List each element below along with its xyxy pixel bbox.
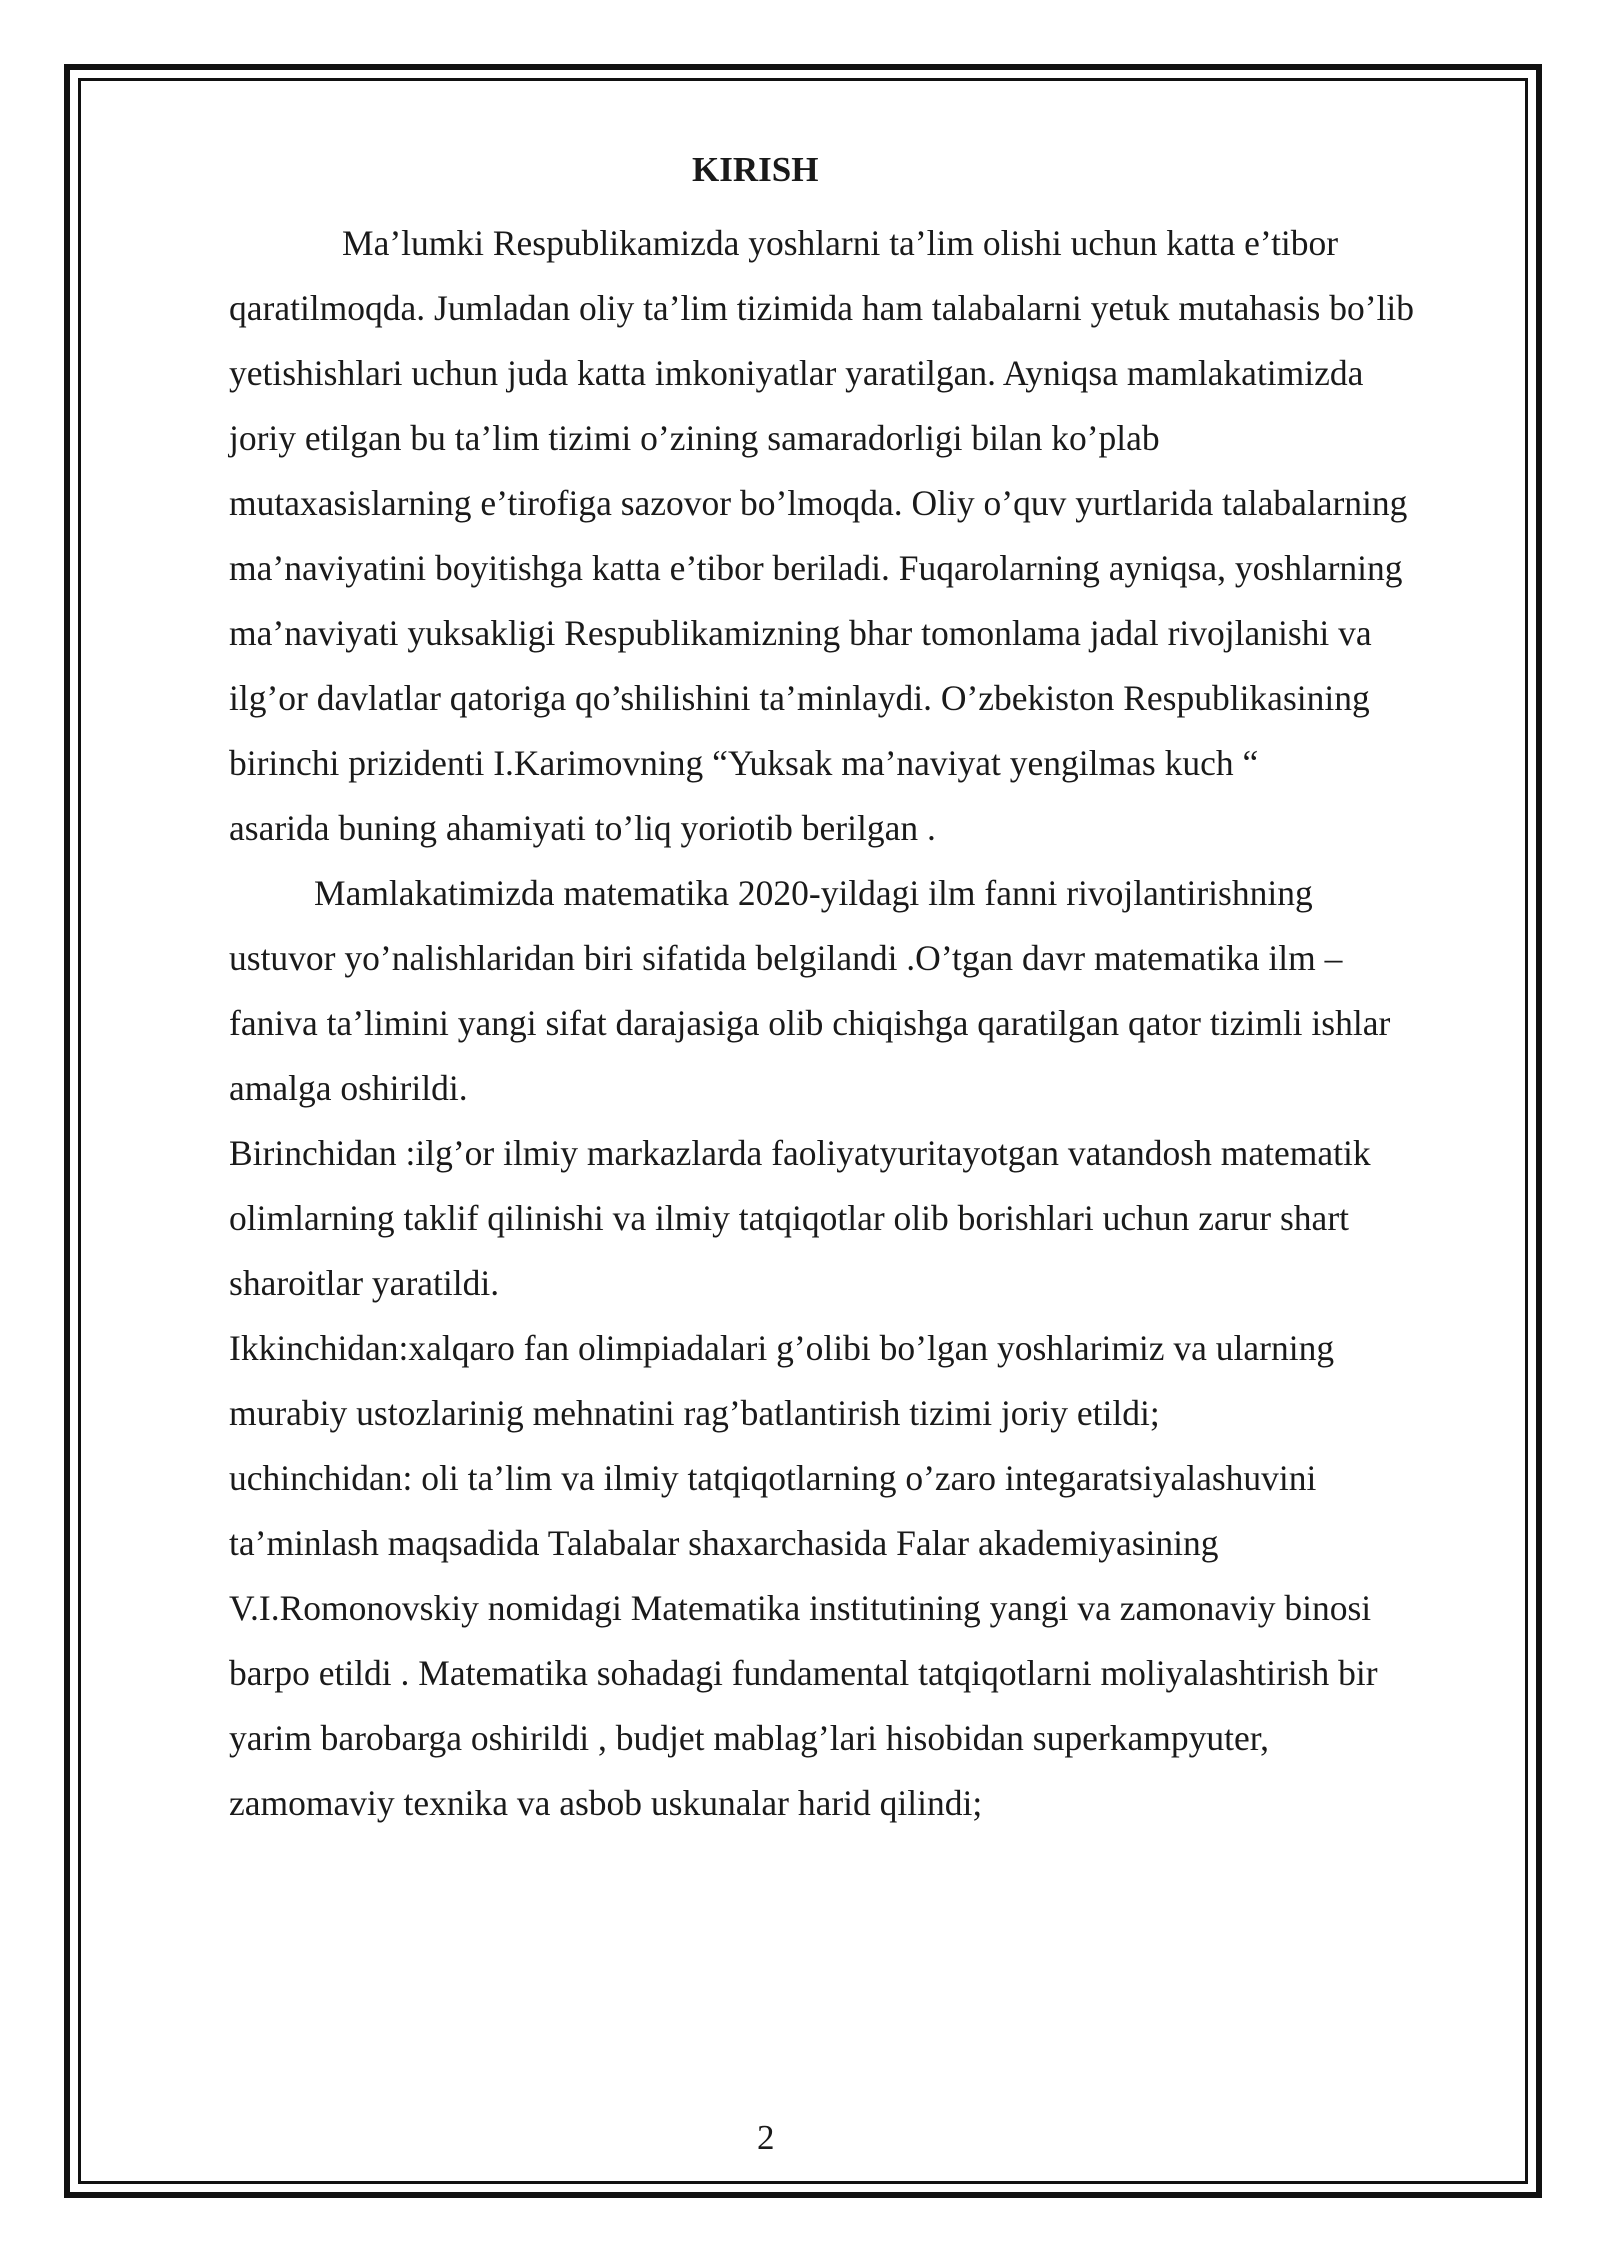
paragraph-line: birinchi prizidenti I.Karimovning “Yuksak ma’naviyat yengilmas kuch “ — [229, 743, 1259, 783]
page-number: 2 — [757, 2118, 775, 2157]
paragraph-line: asarida buning ahamiyati to’liq yoriotib berilgan . — [229, 808, 936, 848]
paragraph-line: faniva ta’limini yangi sifat darajasiga olib chiqishga qaratilgan qator tizimli ishlar — [229, 1003, 1391, 1043]
paragraph-line: joriy etilgan bu ta’lim tizimi o’zining samaradorligi bilan ko’plab — [229, 418, 1160, 458]
paragraph-line: amalga oshirildi. — [229, 1068, 468, 1108]
paragraph-line: ilg’or davlatlar qatoriga qo’shilishini ta’minlaydi. O’zbekiston Respublikasining — [229, 678, 1370, 718]
paragraph-line: yetishishlari uchun juda katta imkoniyatlar yaratilgan. Ayniqsa mamlakatimizda — [229, 353, 1364, 393]
paragraph-line: yarim barobarga oshirildi , budjet mablag’lari hisobidan superkampyuter, — [229, 1718, 1269, 1758]
paragraph-line: ustuvor yo’nalishlaridan biri sifatida belgilandi .O’tgan davr matematika ilm – — [229, 938, 1343, 978]
paragraph-line: Birinchidan :ilg’or ilmiy markazlarda faoliyatyuritayotgan vatandosh matematik — [229, 1133, 1371, 1173]
paragraph-line: ma’naviyatini boyitishga katta e’tibor beriladi. Fuqarolarning ayniqsa, yoshlarning — [229, 548, 1403, 588]
paragraph-line: barpo etildi . Matematika sohadagi fundamental tatqiqotlarni moliyalashtirish bir — [229, 1653, 1378, 1693]
paragraph-line: murabiy ustozlarinig mehnatini rag’batlantirish tizimi joriy etildi; — [229, 1393, 1160, 1433]
paragraph-line: zamomaviy texnika va asbob uskunalar harid qilindi; — [229, 1783, 983, 1823]
paragraph-line: Ma’lumki Respublikamizda yoshlarni ta’lim olishi uchun katta e’tibor — [342, 223, 1339, 263]
paragraph-line: qaratilmoqda. Jumladan oliy ta’lim tizimida ham talabalarni yetuk mutahasis bo’lib — [229, 288, 1415, 328]
paragraph-line: ma’naviyati yuksakligi Respublikamizning bhar tomonlama jadal rivojlanishi va — [229, 613, 1372, 653]
paragraph-line: uchinchidan: oli ta’lim va ilmiy tatqiqotlarning o’zaro integaratsiyalashuvini — [229, 1458, 1317, 1498]
document-title: KIRISH — [692, 150, 819, 189]
paragraph-line: sharoitlar yaratildi. — [229, 1263, 500, 1303]
paragraph-line: Mamlakatimizda matematika 2020-yildagi ilm fanni rivojlantirishning — [314, 873, 1313, 913]
paragraph-line: mutaxasislarning e’tirofiga sazovor bo’lmoqda. Oliy o’quv yurtlarida talabalarning — [229, 483, 1408, 523]
paragraph-line: V.I.Romonovskiy nomidagi Matematika institutining yangi va zamonaviy binosi — [229, 1588, 1372, 1628]
paragraph-line: olimlarning taklif qilinishi va ilmiy tatqiqotlar olib borishlari uchun zarur shart — [229, 1198, 1350, 1238]
paragraph-line: ta’minlash maqsadida Talabalar shaxarchasida Falar akademiyasining — [229, 1523, 1219, 1563]
paragraph-line: Ikkinchidan:xalqaro fan olimpiadalari g’olibi bo’lgan yoshlarimiz va ularning — [229, 1328, 1335, 1368]
